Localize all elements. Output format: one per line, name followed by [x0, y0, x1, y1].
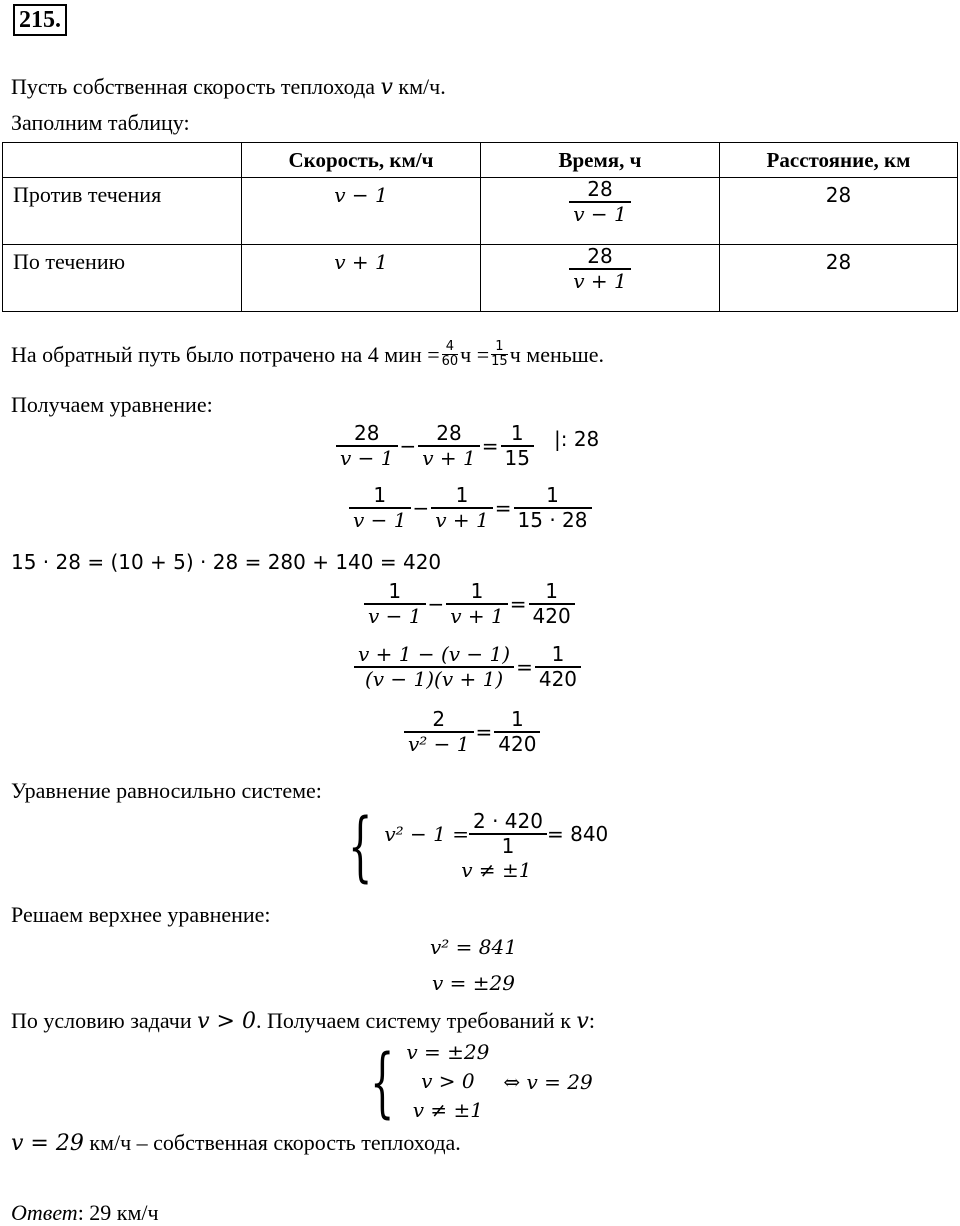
conclusion-line: v = 29 км/ч – собственная скорость теплохода. [11, 1130, 461, 1156]
table-header-speed: Скорость, км/ч [242, 143, 481, 178]
solve-top-text: Решаем верхнее уравнение: [11, 902, 271, 927]
problem-number: 215. [13, 4, 67, 36]
table-header-empty [3, 143, 242, 178]
return-trip-text: ч меньше. [509, 341, 604, 367]
time-denominator: v − 1 [573, 202, 627, 226]
table-header-time: Время, ч [481, 143, 720, 178]
system-1: { v² − 1 = $\frac{2 \cdot 420}{1}$ = 840 v ≠ ±1 [348, 801, 609, 890]
answer-text: : 29 км/ч [77, 1200, 159, 1225]
distance-value: 28 [825, 183, 852, 207]
brace-icon: { [348, 801, 373, 890]
row-time [481, 178, 720, 245]
row-label: По течению [3, 245, 242, 312]
return-trip-text: На обратный путь было потрачено на 4 мин = [11, 341, 440, 367]
equation-5: $\frac{2}{\text{v² − 1}}$ = $\frac{1}{420}$ [404, 708, 540, 756]
answer-line [11, 1200, 159, 1226]
system-2-result: ⇔ v = 29 [503, 1069, 593, 1094]
table-header-row [3, 143, 958, 178]
intro-unit: км/ч. [392, 74, 446, 99]
brace-icon: { [370, 1036, 395, 1126]
time-fraction [569, 178, 631, 226]
solution-1: v² = 841 [430, 935, 517, 959]
system-2-line-3: v ≠ ±1 [412, 1098, 483, 1122]
return-trip-line [11, 340, 604, 370]
table-row [3, 245, 958, 312]
speed-value: v − 1 [334, 183, 388, 207]
fraction-4-60: 4 60 [441, 339, 459, 370]
solution-2: v = ±29 [432, 971, 515, 995]
table-header-distance: Расстояние, км [720, 143, 958, 178]
equation-1: $\frac{28}{v - 1}$ − $\frac{28}{v + 1}$ = $\frac{1}{15}$ |: 28 [336, 422, 599, 470]
return-trip-text: ч = [460, 341, 490, 367]
time-numerator: 28 [587, 177, 613, 201]
speed-value: v + 1 [334, 250, 388, 274]
row-speed [242, 245, 481, 312]
condition-line: По условию задачи v > 0. Получаем систему требований к v: [11, 1008, 595, 1034]
system-2-line-2: v > 0 [421, 1069, 475, 1093]
row-time [481, 245, 720, 312]
intro-line-1 [11, 74, 446, 100]
fraction-1-15: 1 15 [491, 339, 508, 370]
divide-note: |: 28 [553, 427, 600, 451]
system-2-line-1: v = ±29 [406, 1040, 490, 1064]
intro-variable: v [380, 75, 393, 100]
row-speed [242, 178, 481, 245]
intro-line-2: Заполним таблицу: [11, 110, 190, 135]
equation-3: $\frac{1}{v - 1}$ − $\frac{1}{v + 1}$ = $\frac{1}{420}$ [364, 580, 575, 628]
time-fraction [569, 245, 631, 293]
time-numerator: 28 [587, 244, 613, 268]
system-intro-text: Уравнение равносильно системе: [11, 778, 322, 803]
intro-text: Пусть собственная скорость теплохода [11, 74, 381, 99]
calc-line: 15 · 28 = (10 + 5) · 28 = 280 + 140 = 420 [11, 550, 442, 574]
row-label: Против течения [3, 178, 242, 245]
row-distance [720, 245, 958, 312]
answer-label: Ответ [11, 1200, 78, 1225]
table-row [3, 178, 958, 245]
time-denominator: v + 1 [573, 269, 627, 293]
row-distance [720, 178, 958, 245]
data-table [2, 142, 958, 312]
system-2 [358, 1038, 593, 1125]
equation-2: $\frac{1}{v - 1}$ − $\frac{1}{v + 1}$ = $\frac{1}{15 \cdot 28}$ [349, 484, 592, 532]
equation-4: $\frac{v + 1 - (v - 1)}{(v - 1)(v + 1)}$ = $\frac{1}{420}$ [354, 643, 581, 691]
system-1-line-2: v ≠ ±1 [461, 858, 532, 882]
get-equation-text: Получаем уравнение: [11, 392, 213, 417]
distance-value: 28 [825, 250, 852, 274]
